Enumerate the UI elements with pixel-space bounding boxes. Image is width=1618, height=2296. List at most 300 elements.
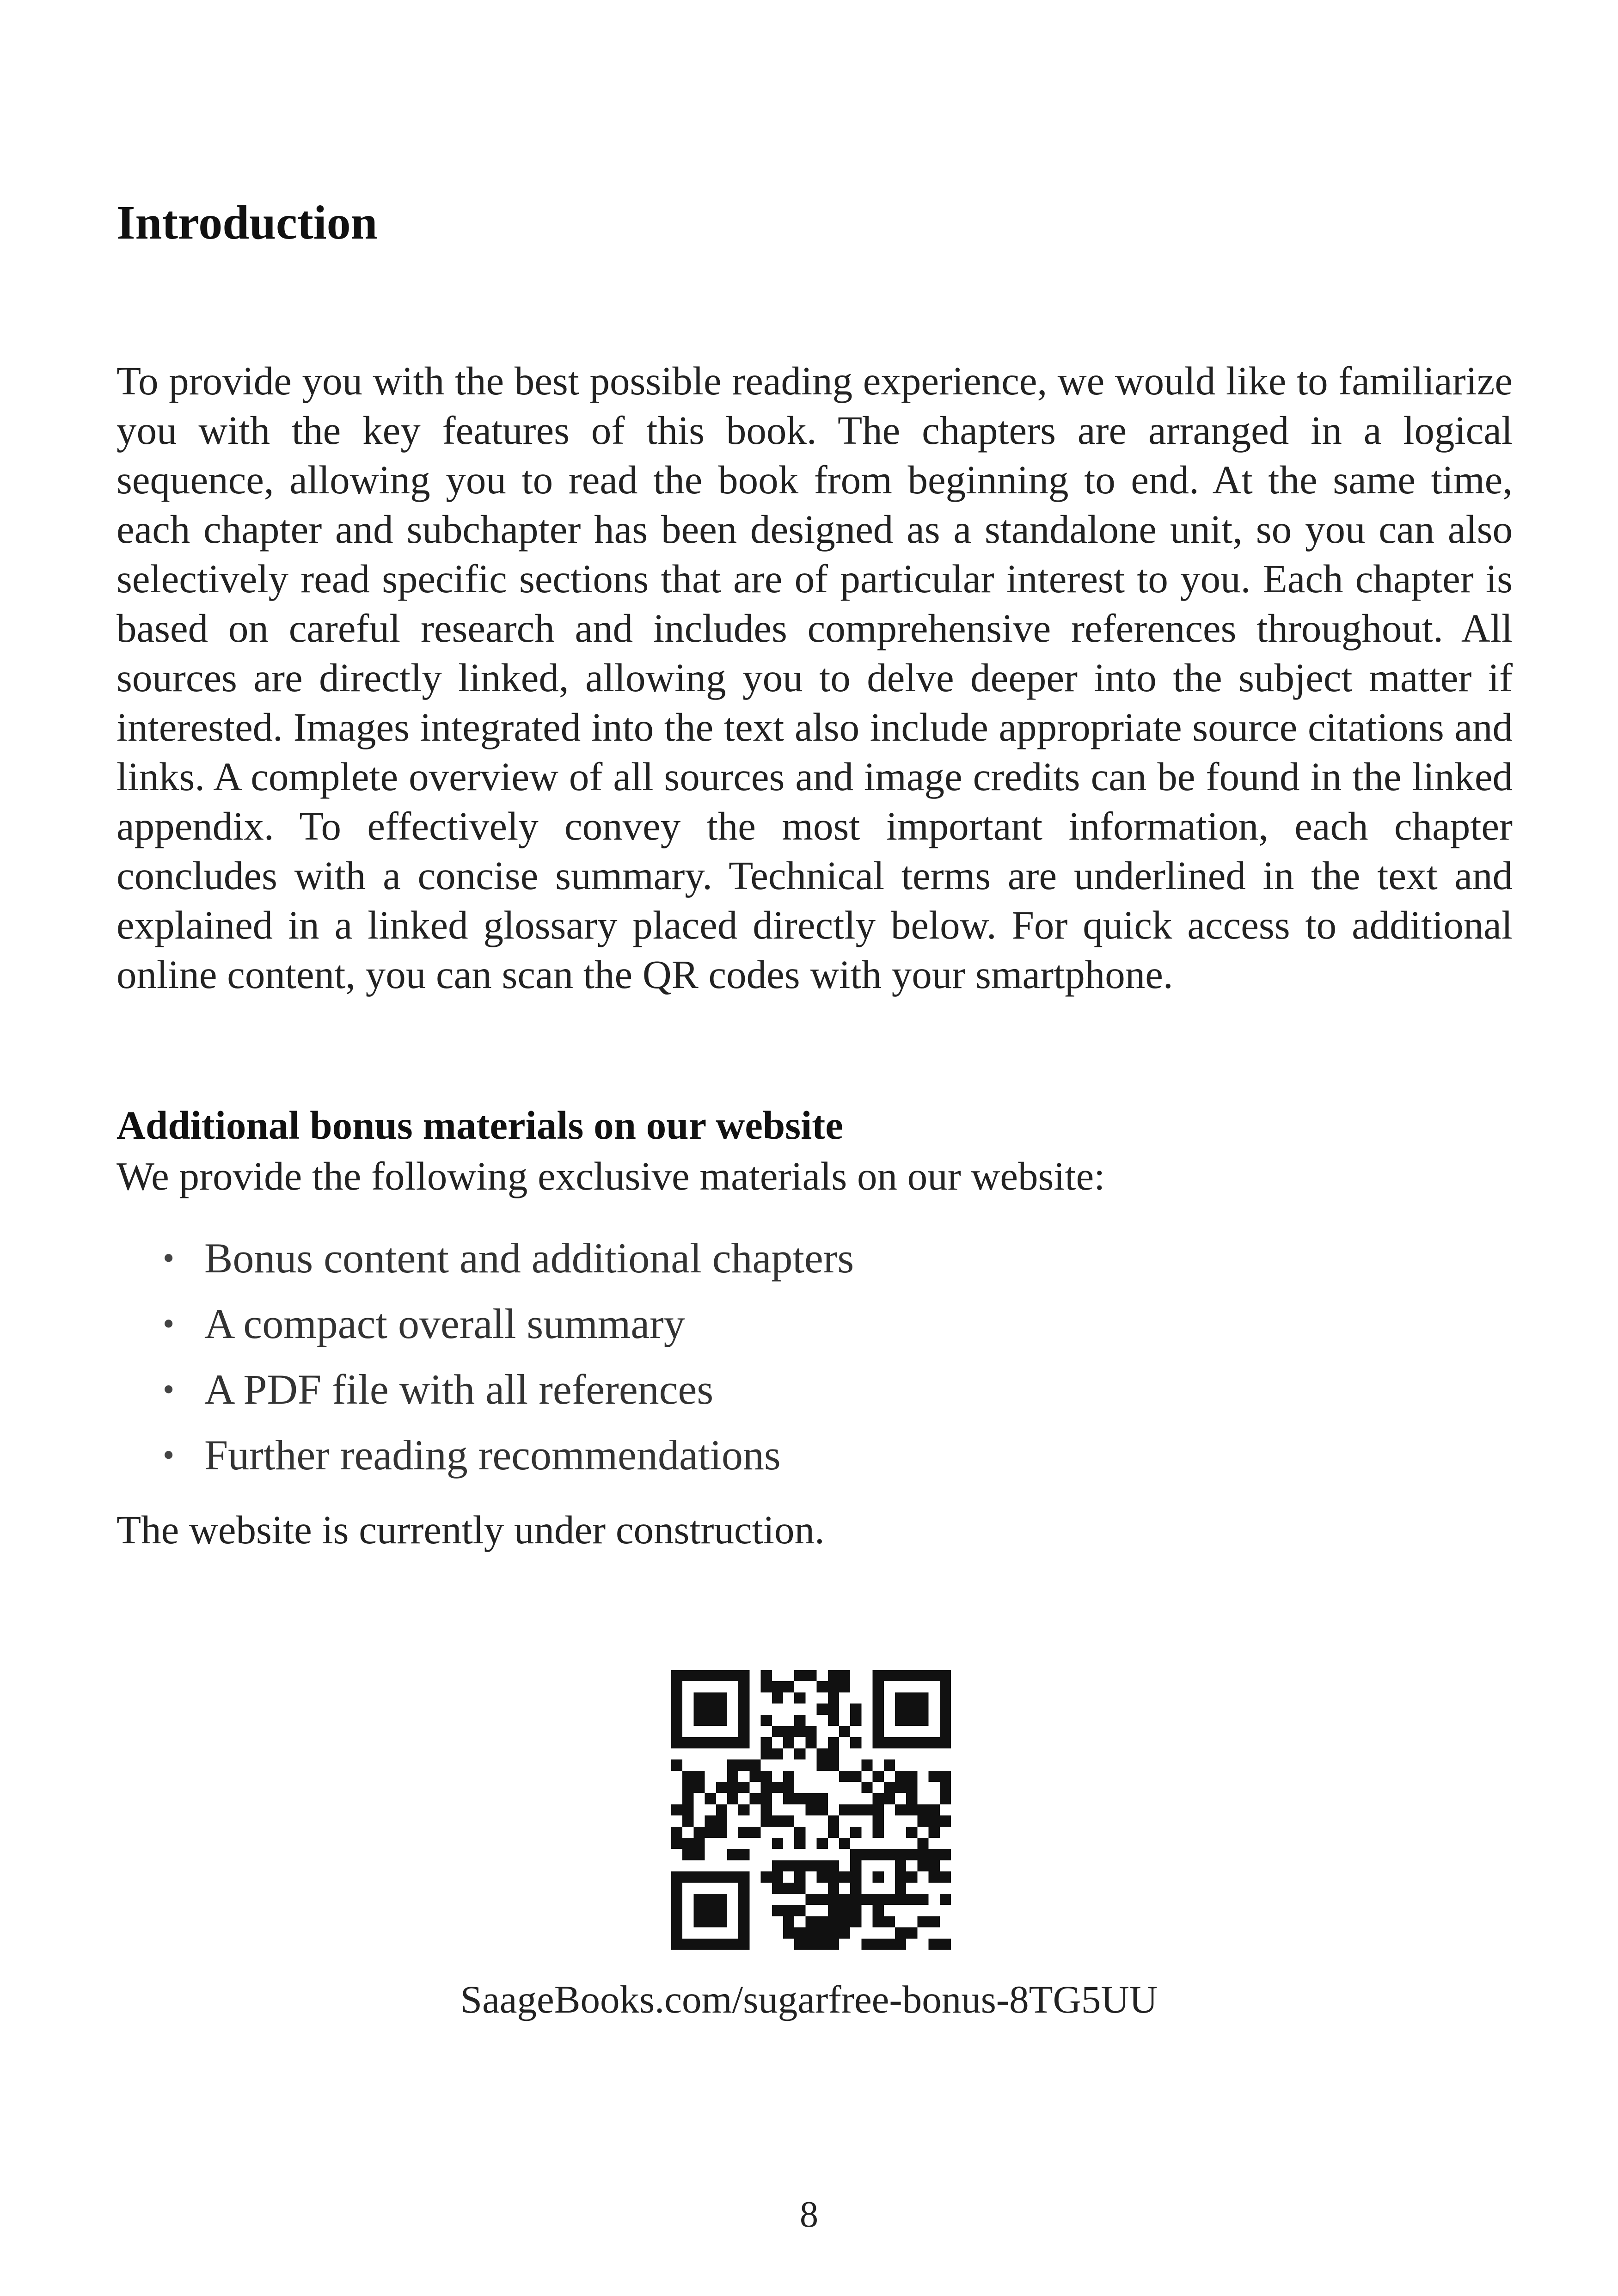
qr-module	[727, 1849, 738, 1860]
qr-module	[727, 1737, 738, 1748]
qr-module	[817, 1804, 828, 1815]
qr-module	[783, 1726, 794, 1737]
qr-module	[895, 1804, 906, 1815]
qr-module	[783, 1816, 794, 1827]
qr-module	[727, 1670, 738, 1681]
qr-module	[738, 1782, 749, 1793]
qr-module	[716, 1692, 727, 1703]
qr-module	[705, 1905, 716, 1916]
qr-module	[917, 1860, 928, 1871]
qr-module	[705, 1692, 716, 1703]
qr-module	[861, 1939, 872, 1950]
qr-module	[828, 1905, 839, 1916]
qr-module	[727, 1771, 738, 1782]
bullet-icon: •	[163, 1437, 175, 1473]
qr-module	[917, 1804, 928, 1815]
qr-module	[693, 1771, 705, 1782]
qr-module	[749, 1771, 760, 1782]
qr-module	[716, 1905, 727, 1916]
qr-module	[738, 1894, 749, 1905]
qr-module	[783, 1928, 794, 1939]
qr-module	[682, 1872, 693, 1883]
list-item-label: Bonus content and additional chapters	[204, 1234, 854, 1282]
qr-module	[772, 1692, 783, 1703]
qr-module	[839, 1838, 850, 1849]
qr-module	[693, 1692, 705, 1703]
qr-module	[929, 1849, 940, 1860]
qr-module	[861, 1894, 872, 1905]
qr-module	[895, 1771, 906, 1782]
qr-module	[682, 1793, 693, 1804]
qr-module	[716, 1916, 727, 1927]
qr-module	[783, 1681, 794, 1692]
qr-module	[705, 1916, 716, 1927]
qr-module	[861, 1782, 872, 1793]
qr-module	[917, 1816, 928, 1827]
qr-module	[929, 1939, 940, 1950]
qr-module	[839, 1894, 850, 1905]
qr-module	[794, 1715, 805, 1726]
qr-module	[861, 1849, 872, 1860]
qr-module	[828, 1737, 839, 1748]
qr-module	[828, 1715, 839, 1726]
qr-module	[738, 1916, 749, 1927]
qr-module	[828, 1704, 839, 1715]
qr-module	[705, 1793, 716, 1804]
qr-module	[929, 1771, 940, 1782]
qr-module	[906, 1872, 917, 1883]
qr-module	[693, 1737, 705, 1748]
qr-module	[671, 1872, 682, 1883]
qr-module	[873, 1793, 884, 1804]
qr-module	[850, 1883, 861, 1894]
qr-module	[850, 1916, 861, 1927]
qr-module	[929, 1737, 940, 1748]
qr-module	[929, 1916, 940, 1927]
qr-module	[716, 1827, 727, 1838]
qr-module	[817, 1681, 828, 1692]
qr-module	[671, 1760, 682, 1771]
qr-module	[828, 1894, 839, 1905]
construction-note: The website is currently under construction.	[116, 1507, 825, 1552]
qr-module	[682, 1849, 693, 1860]
qr-module	[716, 1816, 727, 1827]
qr-module	[705, 1872, 716, 1883]
qr-module	[929, 1816, 940, 1827]
qr-module	[693, 1849, 705, 1860]
qr-module	[839, 1771, 850, 1782]
qr-module	[850, 1905, 861, 1916]
qr-module	[738, 1827, 749, 1838]
qr-module	[895, 1939, 906, 1950]
qr-module	[671, 1928, 682, 1939]
qr-module	[738, 1905, 749, 1916]
qr-module	[940, 1771, 951, 1782]
qr-module	[895, 1670, 906, 1681]
qr-module	[794, 1939, 805, 1950]
qr-module	[738, 1760, 749, 1771]
qr-module	[873, 1726, 884, 1737]
qr-module	[873, 1804, 884, 1815]
qr-module	[895, 1704, 906, 1715]
qr-module	[772, 1726, 783, 1737]
qr-module	[873, 1939, 884, 1950]
qr-module	[671, 1916, 682, 1927]
qr-module	[817, 1928, 828, 1939]
qr-module	[839, 1905, 850, 1916]
qr-module	[749, 1793, 760, 1804]
qr-module	[805, 1894, 816, 1905]
qr-module	[917, 1916, 928, 1927]
qr-module	[828, 1939, 839, 1950]
qr-module	[693, 1894, 705, 1905]
qr-module	[940, 1681, 951, 1692]
qr-module	[929, 1827, 940, 1838]
qr-module	[716, 1737, 727, 1748]
qr-module	[727, 1782, 738, 1793]
qr-module	[772, 1860, 783, 1871]
qr-module	[884, 1849, 895, 1860]
qr-module	[917, 1715, 928, 1726]
qr-module	[671, 1883, 682, 1894]
qr-module	[772, 1748, 783, 1759]
qr-module	[873, 1827, 884, 1838]
qr-module	[940, 1793, 951, 1804]
qr-module	[828, 1827, 839, 1838]
intro-paragraph: To provide you with the best possible reading experience, we would like to familiarize you with the key features of this book. The chapters are arranged in a logical sequence, allowing you to read the book from beginning to end. At the same time, each chapter and subchapter has been designed as a standalone unit, so you can also selectively read specific sections that are of particular interest to you. Each chapter is based on careful research and includes comprehensive references throughout. All sources are directly linked, allowing you to delve deeper into the subject matter if interested. Images integrated into the text also include appropriate source citations and links. A complete overview of all sources and image credits can be found in the linked appendix. To effectively convey the most important information, each chapter concludes with a concise summary. Technical terms are underlined in the text and explained in a linked glossary placed directly below. For quick access to additional online content, you can scan the QR codes with your smartphone.	[116, 358, 1513, 997]
qr-module	[716, 1782, 727, 1793]
qr-module	[873, 1916, 884, 1927]
qr-module	[828, 1681, 839, 1692]
qr-module	[693, 1670, 705, 1681]
qr-module	[906, 1793, 917, 1804]
page-number: 8	[800, 2194, 818, 2235]
qr-module	[929, 1804, 940, 1815]
qr-module	[873, 1681, 884, 1692]
qr-module	[693, 1905, 705, 1916]
qr-module	[693, 1916, 705, 1927]
qr-module	[783, 1771, 794, 1782]
qr-module	[850, 1715, 861, 1726]
qr-module	[884, 1939, 895, 1950]
qr-module	[671, 1894, 682, 1905]
qr-module	[693, 1704, 705, 1715]
qr-module	[682, 1737, 693, 1748]
qr-module	[761, 1782, 772, 1793]
qr-code-icon[interactable]	[671, 1670, 951, 1950]
qr-module	[705, 1894, 716, 1905]
qr-module	[738, 1692, 749, 1703]
list-item	[116, 1225, 854, 1291]
qr-module	[693, 1827, 705, 1838]
qr-module	[917, 1894, 928, 1905]
qr-module	[884, 1670, 895, 1681]
qr-module	[817, 1872, 828, 1883]
qr-module	[783, 1860, 794, 1871]
qr-module	[940, 1816, 951, 1827]
qr-module	[805, 1804, 816, 1815]
qr-module	[738, 1883, 749, 1894]
qr-module	[671, 1726, 682, 1737]
qr-module	[772, 1782, 783, 1793]
bullet-icon: •	[163, 1240, 175, 1277]
qr-module	[817, 1760, 828, 1771]
qr-module	[783, 1916, 794, 1927]
qr-module	[671, 1692, 682, 1703]
qr-module	[850, 1894, 861, 1905]
qr-module	[671, 1804, 682, 1815]
qr-module	[906, 1737, 917, 1748]
qr-module	[671, 1704, 682, 1715]
qr-module	[682, 1838, 693, 1849]
qr-module	[805, 1670, 816, 1681]
qr-module	[738, 1928, 749, 1939]
qr-module	[772, 1838, 783, 1849]
qr-module	[738, 1726, 749, 1737]
qr-module	[873, 1771, 884, 1782]
qr-module	[906, 1928, 917, 1939]
qr-module	[794, 1905, 805, 1916]
qr-module	[940, 1715, 951, 1726]
list-item	[116, 1291, 854, 1357]
qr-module	[828, 1692, 839, 1703]
qr-module	[929, 1872, 940, 1883]
qr-module	[794, 1838, 805, 1849]
qr-module	[705, 1670, 716, 1681]
qr-module	[794, 1692, 805, 1703]
qr-module	[761, 1872, 772, 1883]
qr-module	[873, 1692, 884, 1703]
qr-module	[671, 1838, 682, 1849]
qr-module	[895, 1860, 906, 1871]
qr-module	[805, 1726, 816, 1737]
qr-module	[727, 1872, 738, 1883]
qr-module	[839, 1928, 850, 1939]
qr-module	[772, 1872, 783, 1883]
qr-module	[682, 1939, 693, 1950]
qr-module	[794, 1748, 805, 1759]
qr-module	[895, 1894, 906, 1905]
qr-module	[895, 1872, 906, 1883]
qr-module	[794, 1670, 805, 1681]
qr-module	[828, 1670, 839, 1681]
qr-module	[828, 1883, 839, 1894]
qr-module	[794, 1928, 805, 1939]
qr-module	[884, 1760, 895, 1771]
qr-module	[761, 1715, 772, 1726]
qr-module	[861, 1760, 872, 1771]
qr-module	[671, 1670, 682, 1681]
qr-module	[682, 1782, 693, 1793]
qr-module	[850, 1737, 861, 1748]
bullet-icon: •	[163, 1371, 175, 1408]
qr-module	[940, 1872, 951, 1883]
qr-module	[794, 1827, 805, 1838]
list-item-label: A compact overall summary	[204, 1300, 685, 1347]
qr-module	[828, 1860, 839, 1871]
qr-module	[839, 1681, 850, 1692]
qr-module	[716, 1872, 727, 1883]
qr-module	[906, 1849, 917, 1860]
qr-module	[761, 1804, 772, 1815]
qr-module	[671, 1939, 682, 1950]
qr-module	[906, 1771, 917, 1782]
qr-module	[884, 1793, 895, 1804]
qr-module	[839, 1726, 850, 1737]
qr-module	[906, 1782, 917, 1793]
qr-module	[761, 1793, 772, 1804]
qr-module	[873, 1670, 884, 1681]
qr-module	[705, 1715, 716, 1726]
qr-module	[850, 1860, 861, 1871]
qr-module	[828, 1760, 839, 1771]
qr-module	[884, 1782, 895, 1793]
qr-module	[873, 1737, 884, 1748]
qr-module	[873, 1715, 884, 1726]
qr-module	[671, 1827, 682, 1838]
list-item-label: Further reading recommendations	[204, 1431, 781, 1479]
qr-module	[929, 1670, 940, 1681]
qr-module	[805, 1939, 816, 1950]
qr-module	[805, 1916, 816, 1927]
qr-module	[895, 1715, 906, 1726]
qr-module	[772, 1883, 783, 1894]
qr-module	[716, 1715, 727, 1726]
qr-module	[693, 1715, 705, 1726]
qr-module	[693, 1939, 705, 1950]
qr-module	[917, 1737, 928, 1748]
qr-module	[783, 1905, 794, 1916]
qr-module	[738, 1804, 749, 1815]
qr-module	[906, 1827, 917, 1838]
qr-module	[850, 1872, 861, 1883]
qr-module	[738, 1872, 749, 1883]
qr-module	[817, 1704, 828, 1715]
qr-module	[693, 1872, 705, 1883]
page-heading: Introduction	[116, 196, 378, 249]
qr-module	[873, 1894, 884, 1905]
qr-module	[940, 1670, 951, 1681]
qr-module	[716, 1704, 727, 1715]
qr-module	[895, 1782, 906, 1793]
qr-module	[705, 1939, 716, 1950]
qr-module	[906, 1804, 917, 1815]
qr-module	[884, 1916, 895, 1927]
qr-module	[716, 1939, 727, 1950]
qr-module	[705, 1737, 716, 1748]
qr-module	[738, 1939, 749, 1950]
qr-module	[738, 1737, 749, 1748]
qr-module	[805, 1928, 816, 1939]
qr-module	[783, 1793, 794, 1804]
qr-module	[906, 1894, 917, 1905]
qr-module	[884, 1737, 895, 1748]
qr-module	[873, 1905, 884, 1916]
bonus-url-link[interactable]: SaageBooks.com/sugarfree-bonus-8TG5UU	[460, 1978, 1158, 2021]
qr-module	[873, 1704, 884, 1715]
qr-module	[738, 1670, 749, 1681]
qr-module	[794, 1793, 805, 1804]
qr-module	[828, 1872, 839, 1883]
qr-module	[817, 1860, 828, 1871]
qr-module	[828, 1816, 839, 1827]
bonus-materials-list	[116, 1225, 854, 1488]
qr-module	[783, 1737, 794, 1748]
qr-module	[906, 1670, 917, 1681]
qr-module	[850, 1849, 861, 1860]
qr-module	[873, 1816, 884, 1827]
qr-module	[794, 1883, 805, 1894]
qr-module	[828, 1916, 839, 1927]
qr-module	[873, 1872, 884, 1883]
qr-module	[805, 1860, 816, 1871]
qr-module	[761, 1816, 772, 1827]
qr-module	[917, 1704, 928, 1715]
qr-module	[772, 1905, 783, 1916]
qr-module	[940, 1939, 951, 1950]
qr-module	[761, 1737, 772, 1748]
qr-module	[682, 1670, 693, 1681]
qr-module	[705, 1827, 716, 1838]
qr-module	[850, 1704, 861, 1715]
qr-module	[794, 1726, 805, 1737]
qr-module	[895, 1928, 906, 1939]
qr-module	[839, 1872, 850, 1883]
qr-module	[940, 1782, 951, 1793]
qr-module	[805, 1737, 816, 1748]
qr-module	[716, 1894, 727, 1905]
qr-module	[794, 1872, 805, 1883]
qr-module	[828, 1748, 839, 1759]
list-item-label: A PDF file with all references	[204, 1366, 714, 1413]
bonus-section-intro: We provide the following exclusive materials on our website:	[116, 1154, 1105, 1198]
qr-module	[749, 1760, 760, 1771]
qr-module	[906, 1704, 917, 1715]
qr-module	[738, 1704, 749, 1715]
qr-module	[895, 1737, 906, 1748]
qr-module	[940, 1894, 951, 1905]
qr-module	[940, 1726, 951, 1737]
qr-module	[861, 1804, 872, 1815]
qr-module	[917, 1670, 928, 1681]
qr-module	[873, 1849, 884, 1860]
qr-module	[817, 1748, 828, 1759]
qr-module	[828, 1928, 839, 1939]
qr-module	[940, 1692, 951, 1703]
qr-module	[805, 1793, 816, 1804]
qr-module	[705, 1704, 716, 1715]
qr-module	[716, 1804, 727, 1815]
qr-module	[839, 1804, 850, 1815]
qr-module	[727, 1793, 738, 1804]
qr-module	[749, 1827, 760, 1838]
qr-module	[693, 1782, 705, 1793]
list-item	[116, 1422, 854, 1488]
qr-module	[727, 1760, 738, 1771]
qr-module	[895, 1692, 906, 1703]
qr-module	[850, 1827, 861, 1838]
qr-module	[940, 1737, 951, 1748]
qr-module	[917, 1838, 928, 1849]
qr-module	[682, 1804, 693, 1815]
qr-module	[884, 1894, 895, 1905]
qr-module	[839, 1670, 850, 1681]
qr-module	[850, 1771, 861, 1782]
bonus-section-heading: Additional bonus materials on our website	[116, 1103, 843, 1148]
qr-module	[794, 1860, 805, 1871]
qr-module	[671, 1681, 682, 1692]
qr-module	[705, 1816, 716, 1827]
